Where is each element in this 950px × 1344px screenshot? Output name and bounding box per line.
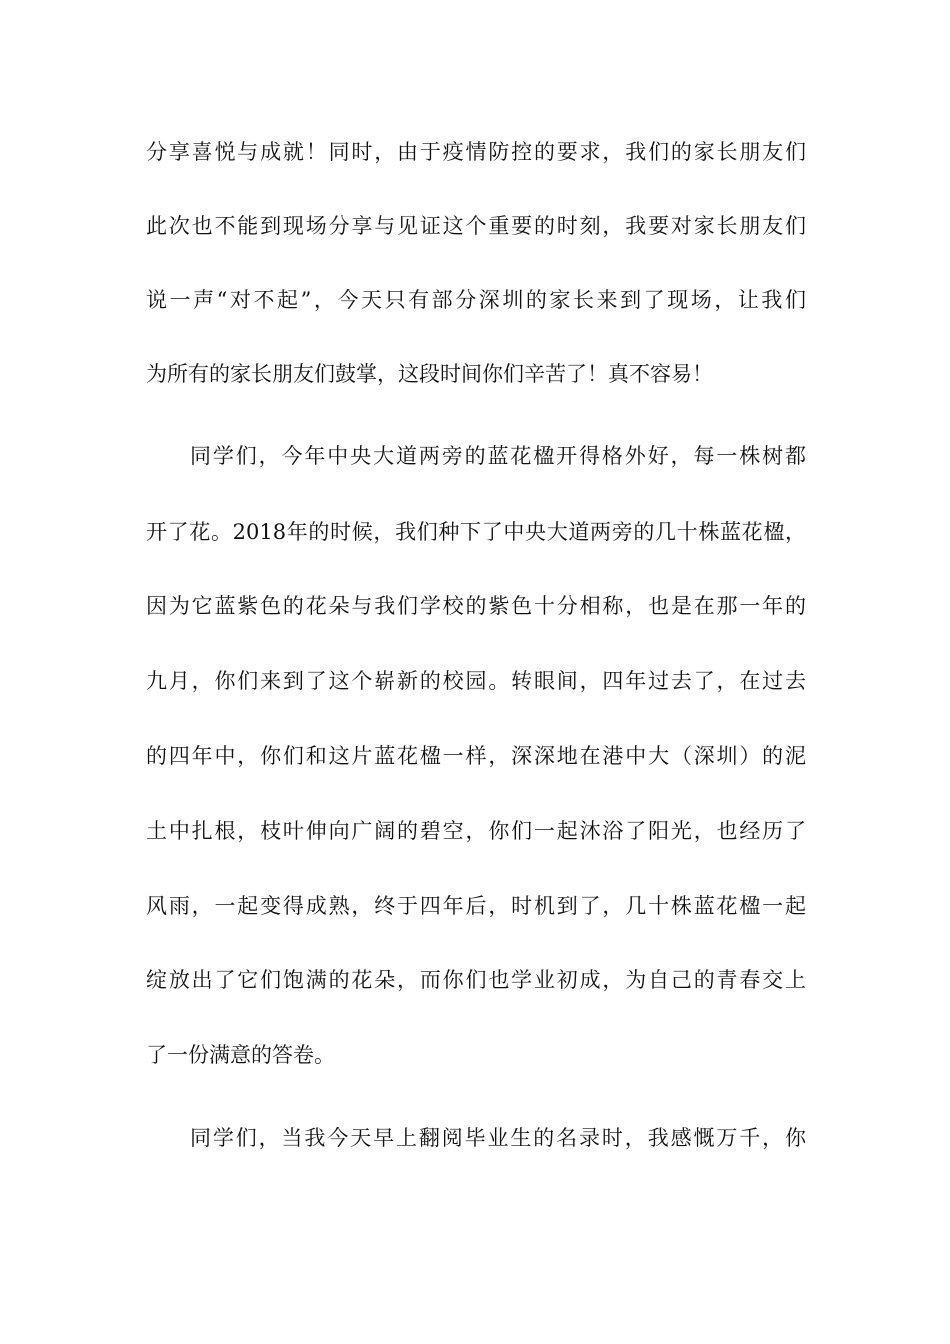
text-line-11: 风雨，一起变得成熟，终于四年后，时机到了，几十株蓝花楹一起 <box>146 894 806 918</box>
text-line-6: 开了花。2018年的时候，我们种下了中央大道两旁的几十株蓝花楹， <box>146 520 806 544</box>
text-line-9: 的四年中，你们和这片蓝花楹一样，深深地在港中大（深圳）的泥 <box>146 744 806 768</box>
text-line-2: 此次也不能到现场分享与见证这个重要的时刻，我要对家长朋友们 <box>146 214 806 238</box>
text-line-1: 分享喜悦与成就！同时，由于疫情防控的要求，我们的家长朋友们 <box>146 140 806 164</box>
text-line-13: 了一份满意的答卷。 <box>146 1043 335 1067</box>
text-line-3: 说一声“对不起”，今天只有部分深圳的家长来到了现场，让我们 <box>146 288 806 312</box>
text-line-10: 土中扎根，枝叶伸向广阔的碧空，你们一起沐浴了阳光，也经历了 <box>146 819 806 843</box>
paragraph-3-line-1: 同学们，当我今天早上翻阅毕业生的名录时，我感慨万千，你 <box>190 1126 806 1150</box>
text-line-7: 因为它蓝紫色的花朵与我们学校的紫色十分相称，也是在那一年的 <box>146 594 806 618</box>
paragraph-2-line-1: 同学们，今年中央大道两旁的蓝花楹开得格外好，每一株树都 <box>190 444 806 468</box>
text-line-4: 为所有的家长朋友们鼓掌，这段时间你们辛苦了！真不容易！ <box>146 362 713 386</box>
text-line-12: 绽放出了它们饱满的花朵，而你们也学业初成，为自己的青春交上 <box>146 968 806 992</box>
text-line-8: 九月，你们来到了这个崭新的校园。转眼间，四年过去了，在过去 <box>146 669 806 693</box>
